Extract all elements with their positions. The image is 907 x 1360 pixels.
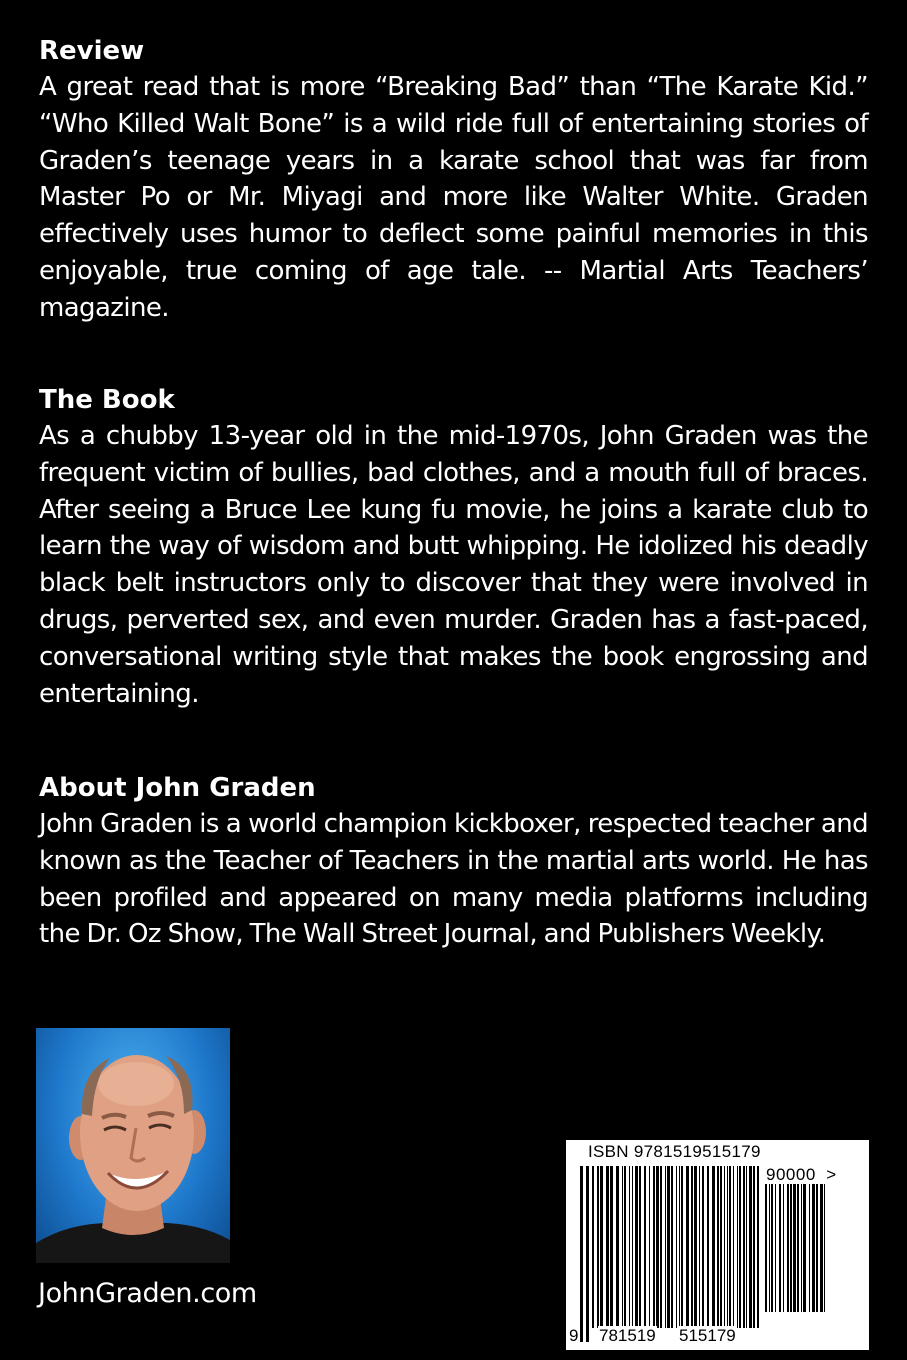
barcode-bar	[694, 1166, 697, 1328]
barcode-bar	[676, 1166, 677, 1328]
barcode-bar	[749, 1166, 752, 1328]
barcode-bar	[699, 1166, 700, 1328]
barcode-bar	[757, 1166, 759, 1328]
barcode-bar	[783, 1184, 784, 1312]
addon-barcode-bars	[765, 1184, 827, 1326]
author-photo	[36, 1028, 230, 1263]
barcode-bar	[720, 1166, 722, 1328]
barcode-bar	[727, 1166, 728, 1328]
barcode-bar	[702, 1166, 704, 1328]
author-section	[39, 770, 868, 953]
barcode-bar	[580, 1166, 583, 1342]
barcode-bar	[793, 1184, 796, 1312]
barcode-bar	[679, 1166, 680, 1328]
barcode-bar	[616, 1166, 619, 1328]
barcode-bar	[639, 1166, 641, 1328]
barcode-digits-left: 781519	[599, 1326, 656, 1345]
barcode-digits-right: 515179	[679, 1326, 736, 1345]
barcode-bar	[746, 1166, 747, 1328]
review-section	[39, 33, 868, 327]
price-arrow: >	[826, 1165, 837, 1184]
barcode-bar	[597, 1166, 599, 1328]
barcode-bar	[717, 1166, 719, 1328]
barcode-bar	[729, 1166, 731, 1328]
barcode-bar	[660, 1166, 662, 1328]
barcode-bar	[801, 1184, 802, 1312]
barcode-bar	[632, 1166, 633, 1328]
barcode-bar	[606, 1166, 609, 1328]
barcode-bar	[743, 1166, 745, 1328]
main-barcode-bars	[580, 1166, 760, 1342]
review-text: A great read that is more “Breaking Bad” than “The Karate Kid.” “Who Killed Walt Bone” is a wild ride full of entertaining stories of Graden’s teenage years in a karate school that was far from Master Po or Mr. Miyagi and more like Walter White. Graden effectively uses humor to deflect some painful memories in this enjoyable, true coming of age tale. -- Martial Arts Teachers’ magazine.	[39, 72, 868, 323]
barcode-bar	[610, 1166, 613, 1328]
book-section	[39, 382, 868, 712]
barcode-bar	[586, 1166, 589, 1342]
barcode-bar	[812, 1184, 815, 1312]
price-code	[766, 1165, 837, 1185]
barcode-bar	[820, 1184, 823, 1312]
barcode-bar	[635, 1166, 638, 1328]
barcode-bar	[824, 1184, 825, 1312]
barcode-bar	[816, 1184, 818, 1312]
barcode-bar	[691, 1166, 693, 1328]
barcode-bar	[809, 1184, 810, 1312]
barcode-bar	[592, 1166, 594, 1328]
barcode-bar	[622, 1166, 623, 1328]
barcode-bar	[769, 1184, 770, 1312]
barcode-bar	[629, 1166, 630, 1328]
isbn-barcode	[566, 1140, 869, 1350]
barcode-bar	[712, 1166, 715, 1328]
barcode-bar	[765, 1184, 767, 1312]
barcode-bar	[656, 1166, 659, 1328]
barcode-bar	[665, 1166, 666, 1328]
barcode-bar	[649, 1166, 650, 1328]
barcode-bar	[739, 1166, 741, 1328]
author-bio: John Graden is a world champion kickboxer, respected teacher and known as the Teacher of Teachers in the martial arts world. He has been profiled and appeared on many media platforms including the Dr. Oz Show, The Wall Street Journal, and Publishers Weekly.	[39, 809, 868, 950]
isbn-label: ISBN 9781519515179	[588, 1142, 761, 1161]
barcode-bar	[753, 1166, 755, 1328]
barcode-bar	[624, 1166, 626, 1328]
author-heading: About John Graden	[39, 773, 316, 803]
book-description: As a chubby 13-year old in the mid-1970s, John Graden was the frequent victim of bullies, bad clothes, and a mouth full of braces. After seeing a Bruce Lee kung fu movie, he joins a karate club to learn the way of wisdom and butt whipping. He idolized his deadly black belt instructors only to discover that they were involved in drugs, perverted sex, and even murder. Graden has a fast-paced, conversational writing style that makes the book engrossing and entertaining.	[39, 421, 868, 709]
barcode-bar	[771, 1184, 773, 1312]
barcode-bar	[797, 1184, 799, 1312]
barcode-bar	[790, 1184, 792, 1312]
barcode-bar	[681, 1166, 683, 1342]
barcode-bar	[600, 1166, 603, 1328]
barcode-bar	[686, 1166, 689, 1342]
barcode-bar	[787, 1184, 789, 1312]
barcode-bar	[803, 1184, 806, 1312]
barcode-bar	[724, 1166, 725, 1328]
barcode-bar	[671, 1166, 673, 1328]
barcode-bar	[707, 1166, 709, 1328]
barcode-bar	[779, 1184, 781, 1312]
author-website: JohnGraden.com	[38, 1278, 257, 1309]
review-heading: Review	[39, 36, 145, 66]
barcode-bar	[733, 1166, 734, 1328]
barcode-bar	[667, 1166, 670, 1328]
barcode-bar	[653, 1166, 655, 1328]
price-code-value: 90000	[766, 1165, 816, 1184]
book-heading: The Book	[39, 385, 175, 415]
barcode-bar	[644, 1166, 646, 1328]
barcode-bar	[737, 1166, 738, 1328]
barcode-bar	[775, 1184, 776, 1312]
barcode-digit-first: 9	[569, 1326, 579, 1345]
